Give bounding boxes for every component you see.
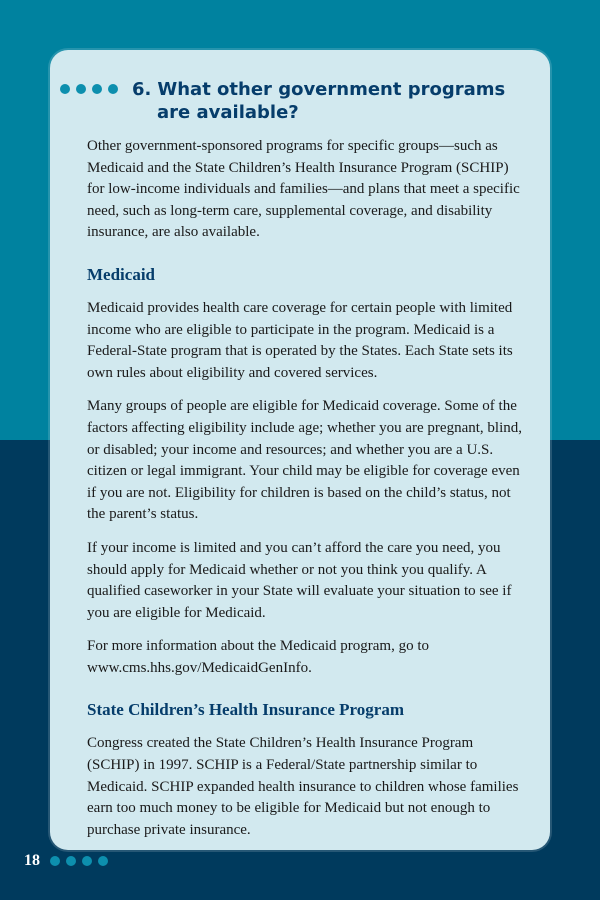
medicaid-paragraph-3: If your income is limited and you can’t afford the care you need, you should apply for Medicaid whether or not you think you qualify. A qualified caseworker in your State will evaluate your situation to see if you are eligible for Medicaid.: [87, 539, 512, 621]
schip-heading: State Children’s Health Insurance Program: [87, 700, 405, 720]
section-title-line2: are available?: [157, 102, 299, 123]
dot-icon: [76, 84, 86, 94]
section-title-line1: What other government programs: [157, 79, 506, 100]
section-title: [132, 78, 505, 124]
dot-icon: [66, 856, 76, 866]
page-number: 18: [24, 852, 40, 869]
medicaid-paragraph-2: Many groups of people are eligible for Medicaid coverage. Some of the factors affecting eligibility include age; whether you are pregnant, blind, or disabled; your income and resources; and whether you are a U.S. citizen or legal immigrant. Your child may be eligible for coverage even if you are not. Eligibility for children is based on the child’s status, not the parent’s status.: [87, 398, 522, 523]
section-number: 6.: [132, 79, 152, 100]
page-footer: [24, 852, 108, 870]
medicaid-paragraph-1: Medicaid provides health care coverage for certain people with limited income who are eligible to participate in the program. Medicaid is a Federal-State program that is operated by the States. Each State sets its own rules about eligibility and covered services.: [87, 299, 513, 381]
dot-icon: [92, 84, 102, 94]
dot-icon: [82, 856, 92, 866]
schip-paragraph-1: Congress created the State Children’s Health Insurance Program (SCHIP) in 1997. SCHIP is a Federal/State partnership similar to Medicaid. SCHIP expanded health insurance to children whose families earn too much money to be eligible for Medicaid but not enough to purchase private insurance.: [87, 735, 519, 838]
body-text: [87, 136, 527, 853]
dot-icon: [98, 856, 108, 866]
header-dots: [60, 84, 118, 94]
dot-icon: [60, 84, 70, 94]
content-card: [50, 50, 550, 850]
dot-icon: [50, 856, 60, 866]
medicaid-heading: Medicaid: [87, 264, 155, 284]
dot-icon: [108, 84, 118, 94]
footer-dots: [50, 856, 108, 866]
medicaid-paragraph-4: For more information about the Medicaid program, go to www.cms.hhs.gov/MedicaidGenInfo.: [87, 638, 430, 676]
intro-paragraph: Other government-sponsored programs for specific groups—such as Medicaid and the State Children’s Health Insurance Program (SCHIP) for low-income individuals and families—and plans that meet a specific need, such as long-term care, supplemental coverage, and disability insurance, are also available.: [87, 138, 520, 241]
